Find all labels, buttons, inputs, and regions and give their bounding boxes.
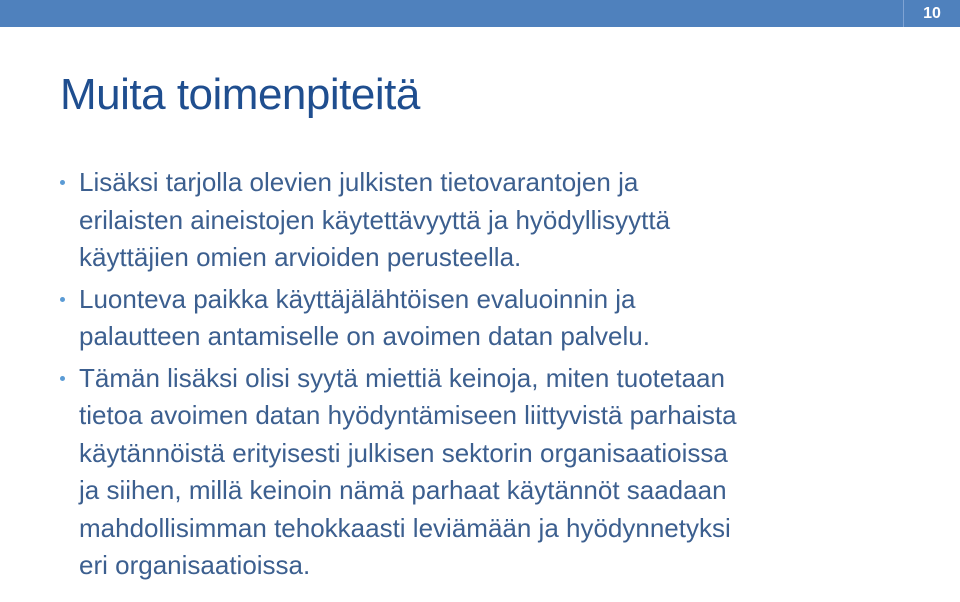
bullet-item bbox=[60, 360, 940, 585]
bullet-line: ja siihen, millä keinoin nämä parhaat käytännöt saadaan bbox=[79, 475, 727, 505]
bullet-item bbox=[60, 281, 940, 356]
bullet-line: tietoa avoimen datan hyödyntämiseen liittyvistä parhaista bbox=[79, 400, 737, 430]
slide-title: Muita toimenpiteitä bbox=[60, 70, 420, 119]
bullet-line: eri organisaatioissa. bbox=[79, 550, 311, 580]
bullet-dot-icon bbox=[60, 376, 65, 381]
bullet-line: mahdollisimman tehokkaasti leviämään ja hyödynnetyksi bbox=[79, 512, 731, 543]
bullet-line: käyttäjien omien arvioiden perusteella. bbox=[79, 242, 522, 272]
slide-number-box bbox=[903, 0, 960, 27]
bullet-line: Tämän lisäksi olisi syytä miettiä keinoja, miten tuotetaan bbox=[79, 362, 725, 393]
bullet-dot-icon bbox=[60, 180, 65, 185]
bullet-line: Luonteva paikka käyttäjälähtöisen evaluoinnin ja bbox=[79, 283, 636, 314]
bullet-line: palautteen antamiselle on avoimen datan palvelu. bbox=[79, 321, 650, 351]
bullet-dot-icon bbox=[60, 297, 65, 302]
bullet-line: Lisäksi tarjolla olevien julkisten tietovarantojen ja bbox=[79, 167, 639, 197]
bullet-line: erilaisten aineistojen käytettävyyttä ja hyödyllisyyttä bbox=[79, 204, 671, 235]
header-bar bbox=[0, 0, 960, 27]
bullet-item bbox=[60, 164, 940, 277]
bullet-line: käytännöistä erityisesti julkisen sektorin organisaatioissa bbox=[79, 437, 728, 468]
slide-number: 10 bbox=[923, 4, 941, 22]
bullet-list bbox=[60, 164, 940, 589]
